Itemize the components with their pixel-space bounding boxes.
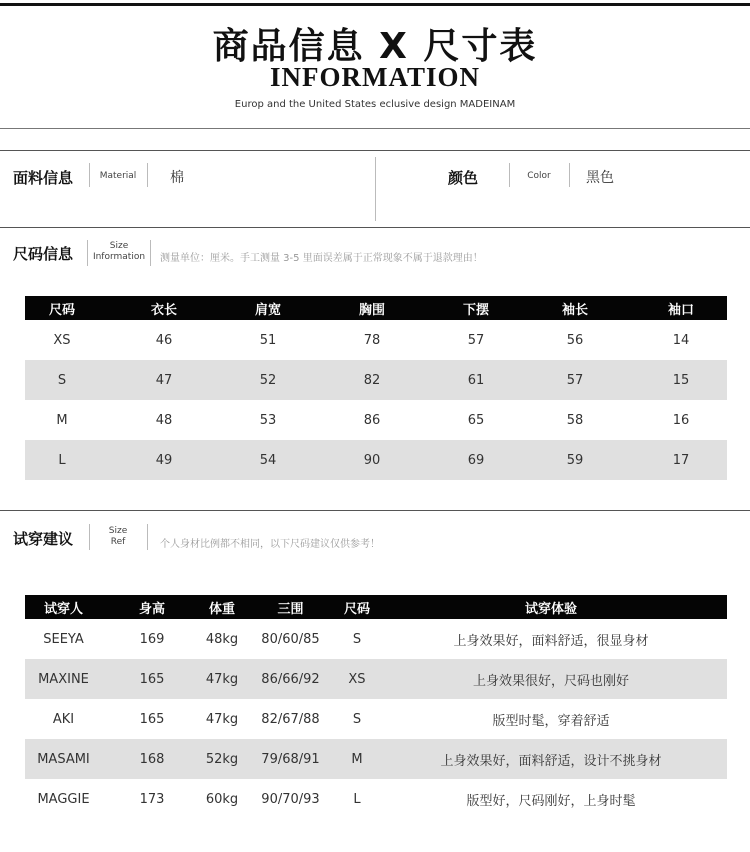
table-cell: 14 bbox=[672, 332, 690, 348]
divider bbox=[150, 240, 151, 266]
table-row bbox=[25, 440, 727, 480]
table-cell: 上身效果好，面料舒适，设计不挑身材 bbox=[375, 739, 727, 779]
table-cell: 82/67/88 bbox=[261, 711, 320, 727]
table-cell: 79/68/91 bbox=[242, 739, 339, 779]
column-header: 袖口 bbox=[635, 296, 727, 320]
divider bbox=[0, 150, 750, 151]
table-cell: 60kg bbox=[205, 791, 239, 807]
table-cell: 165 bbox=[139, 711, 165, 727]
table-cell: 49 bbox=[99, 440, 229, 480]
divider bbox=[0, 227, 750, 228]
size-info-title: 尺码信息 bbox=[13, 245, 74, 263]
table-cell: 57 bbox=[515, 360, 635, 400]
table-cell: 59 bbox=[515, 440, 635, 480]
divider bbox=[0, 510, 750, 511]
divider bbox=[509, 163, 510, 187]
size-info-label-en: Size Information bbox=[92, 241, 146, 262]
table-cell: 48 bbox=[155, 412, 173, 428]
table-cell: 86/66/92 bbox=[242, 659, 339, 699]
table-cell: M bbox=[339, 739, 375, 779]
table-cell: SEEYA bbox=[43, 631, 84, 647]
table-cell: 17 bbox=[635, 440, 727, 480]
table-cell: XS bbox=[339, 659, 375, 699]
size-info-note: 测量单位：厘米。手工测量 3-5 里面误差属于正常现象不属于退款理由！ bbox=[160, 253, 483, 264]
divider bbox=[0, 128, 750, 129]
fit-table-header bbox=[25, 595, 727, 619]
table-cell: 上身效果好，面料舒适，很显身材 bbox=[453, 633, 649, 649]
color-label-en: Color bbox=[527, 171, 551, 181]
table-cell: 56 bbox=[566, 332, 584, 348]
table-row bbox=[25, 779, 727, 819]
table-row bbox=[25, 619, 727, 659]
table-cell: 15 bbox=[635, 360, 727, 400]
table-row bbox=[25, 400, 727, 440]
table-cell: L bbox=[25, 440, 99, 480]
table-cell: 16 bbox=[672, 412, 690, 428]
table-row bbox=[25, 699, 727, 739]
table-cell: 65 bbox=[467, 412, 485, 428]
table-cell: 69 bbox=[437, 440, 515, 480]
column-header: 尺码 bbox=[25, 296, 99, 320]
table-cell: MAGGIE bbox=[37, 791, 90, 807]
table-row bbox=[25, 739, 727, 779]
table-cell: AKI bbox=[52, 711, 75, 727]
divider bbox=[89, 163, 90, 187]
size-table-header bbox=[25, 296, 727, 320]
table-cell: MAXINE bbox=[25, 659, 102, 699]
table-cell: 168 bbox=[102, 739, 202, 779]
table-cell: 78 bbox=[363, 332, 381, 348]
table-cell: 86 bbox=[363, 412, 381, 428]
table-cell: 165 bbox=[102, 659, 202, 699]
table-cell: 61 bbox=[437, 360, 515, 400]
table-cell: XS bbox=[53, 332, 71, 348]
table-cell: M bbox=[56, 412, 68, 428]
page-title: 商品信息 X 尺寸表 bbox=[212, 26, 538, 67]
table-cell: S bbox=[25, 360, 99, 400]
column-header: 试穿人 bbox=[25, 595, 102, 619]
table-cell: 53 bbox=[259, 412, 277, 428]
column-header: 衣长 bbox=[99, 296, 229, 320]
table-row bbox=[25, 360, 727, 400]
color-title: 颜色 bbox=[448, 169, 479, 187]
column-header: 身高 bbox=[102, 595, 202, 619]
table-cell: 51 bbox=[259, 332, 277, 348]
table-cell: 90 bbox=[307, 440, 437, 480]
table-cell: 47kg bbox=[202, 659, 242, 699]
table-cell: 46 bbox=[155, 332, 173, 348]
size-table bbox=[25, 296, 727, 480]
table-cell: 52kg bbox=[202, 739, 242, 779]
material-title: 面料信息 bbox=[13, 169, 74, 187]
table-cell: L bbox=[353, 791, 361, 807]
table-row bbox=[25, 320, 727, 360]
divider bbox=[375, 157, 376, 221]
table-cell: 169 bbox=[139, 631, 165, 647]
column-header: 肩宽 bbox=[229, 296, 307, 320]
divider bbox=[569, 163, 570, 187]
material-label-en: Material bbox=[99, 171, 137, 181]
table-cell: 57 bbox=[467, 332, 485, 348]
table-cell: 54 bbox=[229, 440, 307, 480]
column-header: 尺码 bbox=[339, 595, 375, 619]
table-cell: 82 bbox=[307, 360, 437, 400]
divider bbox=[89, 524, 90, 550]
column-header: 袖长 bbox=[515, 296, 635, 320]
divider bbox=[147, 524, 148, 550]
column-header: 下摆 bbox=[437, 296, 515, 320]
column-header: 体重 bbox=[202, 595, 242, 619]
fit-table bbox=[25, 595, 727, 819]
table-cell: 173 bbox=[139, 791, 165, 807]
table-cell: 58 bbox=[566, 412, 584, 428]
table-cell: 48kg bbox=[205, 631, 239, 647]
color-value: 黑色 bbox=[586, 170, 614, 186]
page-subtitle: Europ and the United States eclusive design MADEINAM bbox=[234, 99, 516, 110]
fit-advice-title: 试穿建议 bbox=[13, 530, 74, 548]
top-divider bbox=[0, 3, 750, 6]
table-cell: 52 bbox=[229, 360, 307, 400]
divider bbox=[87, 240, 88, 266]
column-header: 试穿体验 bbox=[375, 595, 727, 619]
table-cell: S bbox=[352, 711, 362, 727]
table-cell: 47kg bbox=[205, 711, 239, 727]
table-cell: 版型好，尺码刚好，上身时髦 bbox=[466, 793, 636, 809]
column-header: 胸围 bbox=[307, 296, 437, 320]
table-cell: 47 bbox=[99, 360, 229, 400]
table-cell: 80/60/85 bbox=[261, 631, 320, 647]
fit-advice-note: 个人身材比例都不相同，以下尺码建议仅供参考！ bbox=[160, 539, 380, 550]
column-header: 三围 bbox=[242, 595, 339, 619]
divider bbox=[147, 163, 148, 187]
table-cell: S bbox=[352, 631, 362, 647]
fit-advice-label-en: Size Ref bbox=[108, 526, 128, 547]
table-cell: 版型时髦，穿着舒适 bbox=[492, 713, 610, 729]
page-title-english: INFORMATION bbox=[270, 62, 480, 92]
material-value: 棉 bbox=[170, 170, 184, 186]
table-cell: 90/70/93 bbox=[261, 791, 320, 807]
table-cell: 上身效果很好，尺码也刚好 bbox=[375, 659, 727, 699]
table-cell: MASAMI bbox=[25, 739, 102, 779]
table-row bbox=[25, 659, 727, 699]
